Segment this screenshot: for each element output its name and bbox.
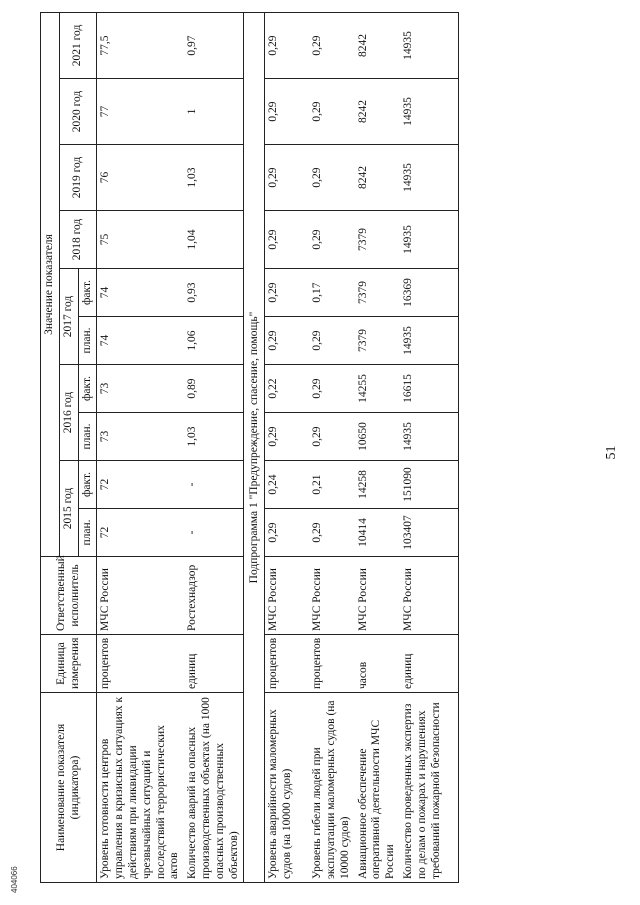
indicator-executor: МЧС России (309, 557, 354, 635)
indicator-unit: часов (355, 635, 400, 693)
value-2017-plan: 0,29 (309, 317, 354, 365)
value-2015-fact: 0,24 (265, 461, 310, 509)
value-2016-fact: 16615 (400, 365, 459, 413)
indicator-executor: МЧС России (355, 557, 400, 635)
table-row (355, 12, 400, 882)
subprogram-title: Подпрограмма 1 "Предупреждение, спасение, помощь" (244, 12, 265, 882)
value-2020: 77 (97, 79, 184, 145)
value-2018: 14935 (400, 211, 459, 269)
value-2015-plan: - (184, 509, 244, 557)
value-2015-plan: 103407 (400, 509, 459, 557)
value-2015-fact: 151090 (400, 461, 459, 509)
value-2017-plan: 14935 (400, 317, 459, 365)
value-2015-fact: - (184, 461, 244, 509)
table-row (309, 12, 354, 882)
indicator-name: Авиационное обеспечение оперативной деятельности МЧС России (355, 693, 400, 883)
table-row (265, 12, 310, 882)
value-2021: 14935 (400, 12, 459, 78)
header-plan-2017: план. (78, 317, 97, 365)
value-2019: 0,29 (309, 145, 354, 211)
indicator-name: Количество аварий на опасных производственных объектах (на 1000 опасных производственных объектов) (184, 693, 244, 883)
header-row-1 (41, 12, 60, 882)
indicator-unit: процентов (265, 635, 310, 693)
value-2020: 8242 (355, 79, 400, 145)
value-2017-plan: 7379 (355, 317, 400, 365)
value-2019: 1,03 (184, 145, 244, 211)
value-2017-fact: 7379 (355, 269, 400, 317)
value-2018: 7379 (355, 211, 400, 269)
value-2018: 0,29 (309, 211, 354, 269)
header-executor: Ответственный исполнитель (41, 557, 97, 635)
indicator-unit: процентов (97, 635, 184, 693)
indicator-unit: единиц (184, 635, 244, 693)
header-year-2019: 2019 год (59, 145, 97, 211)
table-row (97, 12, 184, 882)
value-2020: 1 (184, 79, 244, 145)
table-row (400, 12, 459, 882)
indicators-table (40, 12, 459, 883)
header-indicator: Наименование показателя (индикатора) (41, 693, 97, 883)
header-unit: Единица измерения (41, 635, 97, 693)
header-year-2016: 2016 год (59, 365, 78, 461)
value-2021: 0,29 (265, 12, 310, 78)
indicator-name: Уровень гибели людей при эксплуатации маломерных судов (на 10000 судов) (309, 693, 354, 883)
value-2016-plan: 14935 (400, 413, 459, 461)
value-2017-plan: 1,06 (184, 317, 244, 365)
value-2018: 1,04 (184, 211, 244, 269)
value-2021: 0,97 (184, 12, 244, 78)
value-2015-fact: 72 (97, 461, 184, 509)
indicator-executor: МЧС России (97, 557, 184, 635)
value-2020: 14935 (400, 79, 459, 145)
value-2020: 0,29 (309, 79, 354, 145)
header-values-group: Значение показателя (41, 12, 60, 556)
value-2017-fact: 0,17 (309, 269, 354, 317)
indicator-executor: МЧС России (265, 557, 310, 635)
value-2015-plan: 0,29 (309, 509, 354, 557)
value-2015-plan: 0,29 (265, 509, 310, 557)
value-2020: 0,29 (265, 79, 310, 145)
value-2017-fact: 0,29 (265, 269, 310, 317)
value-2015-fact: 14258 (355, 461, 400, 509)
value-2016-fact: 0,29 (309, 365, 354, 413)
header-year-2017: 2017 год (59, 269, 78, 365)
value-2019: 8242 (355, 145, 400, 211)
header-fact-2015: факт. (78, 461, 97, 509)
indicator-executor: МЧС России (400, 557, 459, 635)
indicator-unit: единиц (400, 635, 459, 693)
header-plan-2015: план. (78, 509, 97, 557)
value-2016-fact: 73 (97, 365, 184, 413)
value-2017-fact: 74 (97, 269, 184, 317)
value-2015-plan: 10414 (355, 509, 400, 557)
header-year-2018: 2018 год (59, 211, 97, 269)
page-number: 51 (604, 445, 619, 460)
subprogram-row (244, 12, 265, 882)
value-2016-fact: 14255 (355, 365, 400, 413)
value-2017-plan: 0,29 (265, 317, 310, 365)
value-2019: 14935 (400, 145, 459, 211)
value-2021: 0,29 (309, 12, 354, 78)
indicator-unit: процентов (309, 635, 354, 693)
table-row (184, 12, 244, 882)
header-fact-2016: факт. (78, 365, 97, 413)
value-2016-fact: 0,22 (265, 365, 310, 413)
value-2021: 77,5 (97, 12, 184, 78)
value-2016-plan: 1,03 (184, 413, 244, 461)
indicator-name: Количество проведенных экспертиз по делам о пожарах и нарушениях требований пожарной безопасности (400, 693, 459, 883)
value-2017-plan: 74 (97, 317, 184, 365)
header-plan-2016: план. (78, 413, 97, 461)
value-2016-plan: 73 (97, 413, 184, 461)
value-2018: 75 (97, 211, 184, 269)
value-2016-fact: 0,89 (184, 365, 244, 413)
indicator-name: Уровень готовности центров управления в кризисных ситуациях к действиям при ликвидации чрезвычайных ситуаций и последствий террористических актов (97, 693, 184, 883)
indicator-executor: Ростехнадзор (184, 557, 244, 635)
value-2016-plan: 0,29 (309, 413, 354, 461)
header-year-2020: 2020 год (59, 79, 97, 145)
value-2019: 0,29 (265, 145, 310, 211)
value-2019: 76 (97, 145, 184, 211)
value-2016-plan: 0,29 (265, 413, 310, 461)
value-2017-fact: 0,93 (184, 269, 244, 317)
value-2021: 8242 (355, 12, 400, 78)
header-year-2021: 2021 год (59, 12, 97, 78)
document-code: 404066 (10, 866, 19, 893)
value-2016-plan: 10650 (355, 413, 400, 461)
indicator-name: Уровень аварийности маломерных судов (на 10000 судов) (265, 693, 310, 883)
header-year-2015: 2015 год (59, 461, 78, 557)
value-2018: 0,29 (265, 211, 310, 269)
value-2017-fact: 16369 (400, 269, 459, 317)
header-fact-2017: факт. (78, 269, 97, 317)
value-2015-plan: 72 (97, 509, 184, 557)
value-2015-fact: 0,21 (309, 461, 354, 509)
